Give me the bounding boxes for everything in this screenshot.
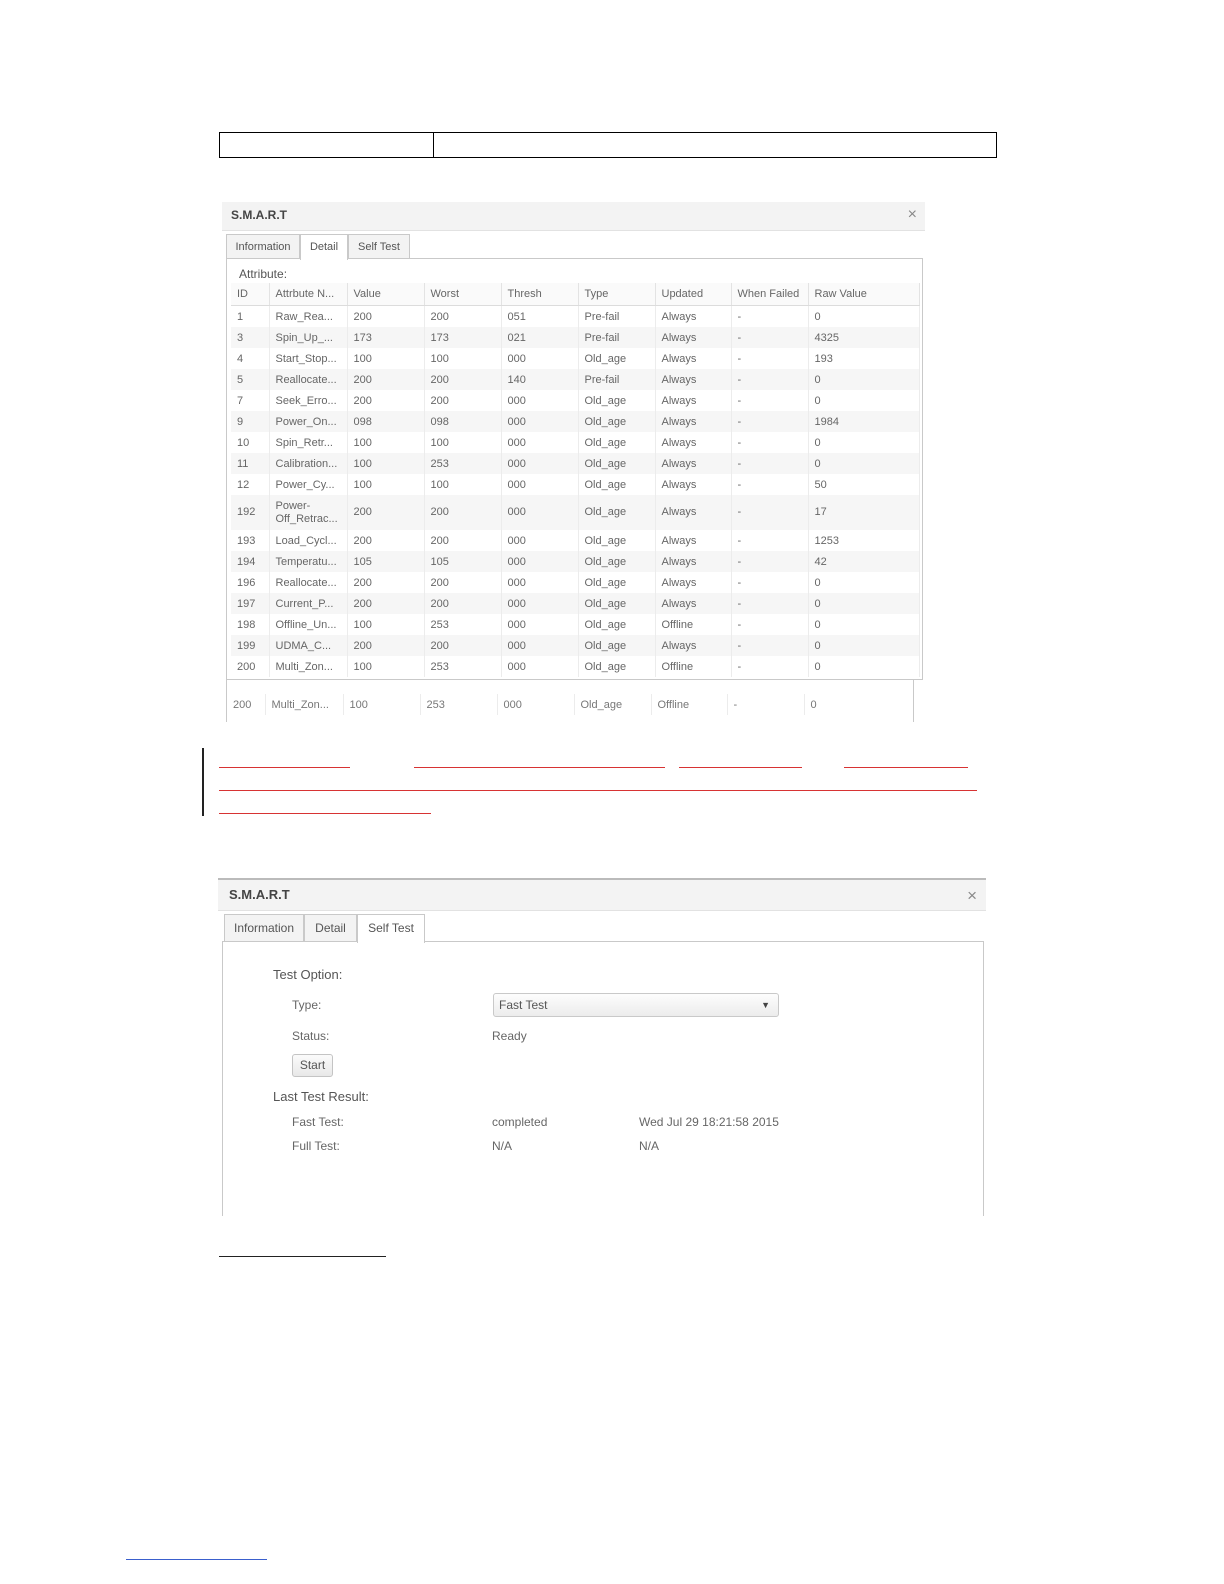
table-cell: 200 [347,369,424,390]
footnote-separator [126,1559,267,1560]
table-cell: 200 [347,306,424,328]
fast-test-time: Wed Jul 29 18:21:58 2015 [639,1115,779,1129]
table-cell: 0 [804,694,914,715]
table-cell: 200 [347,635,424,656]
table-cell: 200 [231,656,269,677]
table-cell: 11 [231,453,269,474]
tab-self-test[interactable]: Self Test [348,234,410,259]
table-cell: - [731,432,808,453]
table-cell: UDMA_C... [269,635,347,656]
table-cell: Always [655,306,731,328]
table-cell: Old_age [578,495,655,530]
table-cell: 140 [501,369,578,390]
table-cell: Always [655,390,731,411]
table-cell: 197 [231,593,269,614]
table-cell: 200 [347,390,424,411]
table-cell: 200 [227,694,265,715]
table-cell: 000 [501,593,578,614]
table-cell: 100 [424,474,501,495]
table-cell [220,133,434,157]
tab-detail[interactable]: Detail [304,914,357,942]
tab-information[interactable]: Information [226,234,300,259]
test-type-value: Fast Test [499,998,548,1012]
table-cell: 198 [231,614,269,635]
table-row[interactable] [231,593,919,614]
table-cell: Seek_Erro... [269,390,347,411]
table-cell: Power_Cy... [269,474,347,495]
table-cell: Multi_Zon... [265,694,343,715]
table-cell: Load_Cycl... [269,530,347,551]
table-cell: 021 [501,327,578,348]
table-cell: Always [655,369,731,390]
tab-self-test[interactable]: Self Test [357,914,425,943]
table-cell: 4 [231,348,269,369]
table-cell: 200 [424,390,501,411]
table-cell: 3 [231,327,269,348]
table-cell: 000 [501,474,578,495]
table-cell: Old_age [578,551,655,572]
table-cell: 0 [808,369,919,390]
table-cell: Reallocate... [269,369,347,390]
attribute-label: Attribute: [239,267,288,281]
table-cell: 0 [808,593,919,614]
empty-table [219,132,997,158]
table-cell: 200 [424,593,501,614]
table-cell: Offline_Un... [269,614,347,635]
table-cell: 0 [808,614,919,635]
table-cell: Pre-fail [578,369,655,390]
table-cell: 7 [231,390,269,411]
table-cell: Multi_Zon... [269,656,347,677]
revision-bar [202,748,204,816]
full-test-time: N/A [639,1139,660,1153]
table-cell: 000 [497,694,574,715]
table-cell: Power_On... [269,411,347,432]
table-cell: 5 [231,369,269,390]
table-cell: 0 [808,572,919,593]
table-cell: 100 [343,694,420,715]
table-cell: 10 [231,432,269,453]
table-cell: Old_age [578,453,655,474]
revision-line [414,767,665,768]
table-cell: 051 [501,306,578,328]
table-cell: Spin_Retr... [269,432,347,453]
table-cell: 200 [347,593,424,614]
table-cell: 098 [347,411,424,432]
table-cell: 199 [231,635,269,656]
column-header[interactable]: Raw Value [808,283,919,306]
column-header[interactable]: ID [231,283,269,306]
table-cell: Old_age [578,530,655,551]
table-row[interactable] [231,306,919,328]
table-cell: Always [655,453,731,474]
table-cell: 200 [424,306,501,328]
table-cell: - [731,411,808,432]
table-cell: Power-Off_Retrac... [269,495,347,530]
table-cell: Old_age [578,572,655,593]
table-row[interactable] [231,551,919,572]
table-cell: Old_age [578,635,655,656]
table-cell: 000 [501,551,578,572]
table-cell: - [731,474,808,495]
fast-test-result: completed [492,1115,548,1129]
table-cell: 193 [808,348,919,369]
table-cell: 173 [424,327,501,348]
table-cell: Reallocate... [269,572,347,593]
revision-line [219,767,350,768]
table-cell: - [731,369,808,390]
tab-detail[interactable]: Detail [300,234,348,260]
detail-panel [226,258,923,680]
attribute-table [231,283,920,677]
table-cell: 9 [231,411,269,432]
attribute-table-overflow [227,694,914,715]
table-cell: 000 [501,530,578,551]
table-cell: 200 [424,635,501,656]
table-cell: 42 [808,551,919,572]
table-cell: - [731,453,808,474]
table-cell: Old_age [578,474,655,495]
table-cell: Always [655,432,731,453]
table-row[interactable] [231,411,919,432]
table-cell: - [731,390,808,411]
table-cell: Old_age [578,593,655,614]
table-cell: Always [655,593,731,614]
smart-selftest-dialog [218,878,986,1214]
table-cell: Old_age [574,694,651,715]
test-type-select[interactable] [493,993,779,1017]
table-cell: 000 [501,432,578,453]
table-cell: 0 [808,656,919,677]
table-cell: 1984 [808,411,919,432]
chevron-down-icon: ▼ [761,1000,770,1010]
table-cell: 100 [347,474,424,495]
table-cell: Pre-fail [578,306,655,328]
table-row[interactable] [231,614,919,635]
table-cell: 200 [347,495,424,530]
table-row[interactable] [231,453,919,474]
table-cell: Always [655,530,731,551]
table-cell: Old_age [578,390,655,411]
column-header[interactable]: When Failed [731,283,808,306]
table-cell [434,133,996,157]
table-cell: 193 [231,530,269,551]
table-cell: 12 [231,474,269,495]
table-cell: 0 [808,453,919,474]
table-cell: 000 [501,635,578,656]
column-header[interactable]: Attrbute N... [269,283,347,306]
status-value: Ready [492,1029,527,1043]
table-cell: - [731,551,808,572]
revision-line [219,790,977,791]
smart-detail-dialog [222,202,925,722]
tab-information[interactable]: Information [224,914,304,942]
table-cell: Temperatu... [269,551,347,572]
dialog-titlebar [218,880,986,911]
table-cell: 105 [424,551,501,572]
table-cell: 000 [501,572,578,593]
fast-test-label: Fast Test: [292,1115,344,1129]
table-cell: Old_age [578,432,655,453]
table-cell: 000 [501,614,578,635]
last-test-result-heading: Last Test Result: [273,1089,369,1104]
table-row[interactable] [231,495,919,530]
table-cell: 253 [420,694,497,715]
table-cell: 000 [501,390,578,411]
scroll-overflow-row [226,680,914,722]
table-cell: Always [655,635,731,656]
table-cell: - [731,635,808,656]
table-cell: Offline [655,614,731,635]
table-cell: Old_age [578,614,655,635]
table-cell: 098 [424,411,501,432]
table-row[interactable] [231,432,919,453]
table-cell: 194 [231,551,269,572]
table-cell: Always [655,411,731,432]
test-option-heading: Test Option: [273,967,343,982]
table-cell: - [731,495,808,530]
selftest-panel [222,941,984,1216]
table-cell: Calibration... [269,453,347,474]
table-cell: 0 [808,432,919,453]
table-cell: - [731,530,808,551]
table-cell: Current_P... [269,593,347,614]
type-label: Type: [292,998,322,1012]
table-cell: 0 [808,635,919,656]
table-cell: 192 [231,495,269,530]
table-row[interactable] [231,530,919,551]
table-cell: 253 [424,614,501,635]
table-cell: Always [655,348,731,369]
table-cell: 0 [808,306,919,328]
table-cell: 0 [808,390,919,411]
table-cell: 000 [501,411,578,432]
table-cell: Offline [655,656,731,677]
column-header[interactable]: Type [578,283,655,306]
table-row[interactable] [231,656,919,677]
full-test-label: Full Test: [292,1139,340,1153]
table-cell: - [731,656,808,677]
column-header[interactable]: Updated [655,283,731,306]
table-cell: Old_age [578,411,655,432]
table-row[interactable] [231,635,919,656]
table-cell: - [731,572,808,593]
dialog-titlebar [222,202,925,231]
table-cell: 100 [347,614,424,635]
table-cell: - [731,614,808,635]
table-cell: 100 [424,432,501,453]
table-cell: - [731,327,808,348]
table-cell: 50 [808,474,919,495]
revision-line [679,767,802,768]
table-cell: Start_Stop... [269,348,347,369]
table-cell: 4325 [808,327,919,348]
table-cell: Always [655,551,731,572]
status-label: Status: [292,1029,330,1043]
table-row [227,694,914,715]
table-cell: 173 [347,327,424,348]
table-cell: 17 [808,495,919,530]
table-cell: 105 [347,551,424,572]
table-cell: 000 [501,453,578,474]
table-cell: 200 [347,530,424,551]
table-cell: Always [655,474,731,495]
table-cell: Always [655,495,731,530]
start-button[interactable]: Start [292,1054,333,1077]
table-cell: - [731,593,808,614]
table-cell: Spin_Up_... [269,327,347,348]
table-cell: 253 [424,453,501,474]
table-cell: Always [655,572,731,593]
table-cell: 100 [347,656,424,677]
table-cell: Old_age [578,348,655,369]
close-icon[interactable]: × [967,886,977,905]
table-cell: Raw_Rea... [269,306,347,328]
column-header[interactable]: Worst [424,283,501,306]
table-cell: 200 [424,495,501,530]
table-cell: 1253 [808,530,919,551]
table-cell: 200 [424,530,501,551]
table-row[interactable] [231,572,919,593]
table-cell: - [727,694,804,715]
table-cell: Always [655,327,731,348]
dialog-title: S.M.A.R.T [229,887,290,902]
table-cell: 100 [347,453,424,474]
table-row[interactable] [231,390,919,411]
table-cell: 1 [231,306,269,328]
table-cell: 196 [231,572,269,593]
table-cell: 253 [424,656,501,677]
table-cell: 100 [347,348,424,369]
full-test-result: N/A [492,1139,513,1153]
column-header[interactable]: Thresh [501,283,578,306]
table-cell: - [731,348,808,369]
revision-line [844,767,968,768]
table-cell: 100 [424,348,501,369]
close-icon[interactable]: × [907,206,917,223]
table-cell: 000 [501,495,578,530]
table-cell: 200 [424,572,501,593]
table-cell: Offline [651,694,727,715]
table-cell: Pre-fail [578,327,655,348]
table-cell: Old_age [578,656,655,677]
table-cell: - [731,306,808,328]
table-row[interactable] [231,369,919,390]
table-cell: 200 [347,572,424,593]
table-cell: 000 [501,348,578,369]
table-row[interactable] [231,474,919,495]
revision-line [219,813,431,814]
table-cell: 000 [501,656,578,677]
table-row[interactable] [231,327,919,348]
table-cell: 100 [347,432,424,453]
divider-line [219,1256,386,1257]
column-header[interactable]: Value [347,283,424,306]
table-cell: 200 [424,369,501,390]
table-row[interactable] [231,348,919,369]
dialog-title: S.M.A.R.T [231,208,287,222]
